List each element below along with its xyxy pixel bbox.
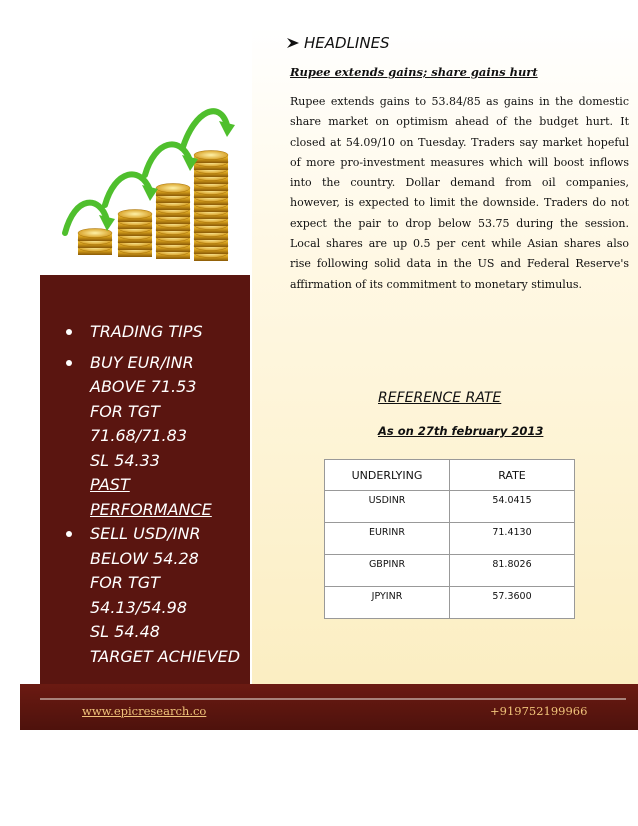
headlines-heading-text: HEADLINES — [304, 34, 390, 52]
cell-underlying: JPYINR — [325, 587, 450, 619]
cell-rate: 57.3600 — [450, 587, 575, 619]
past-performance-link[interactable]: PAST — [90, 475, 130, 494]
table-row — [325, 555, 575, 587]
reference-rate-date: As on 27th february 2013 — [378, 424, 544, 438]
tip-item-buy-eurinr: BUY EUR/INR ABOVE 71.53 FOR TGT 71.68/71.83 SL 54.33 PAST PERFORMANCE — [50, 351, 250, 523]
bullet-icon — [66, 360, 72, 366]
cell-underlying: EURINR — [325, 523, 450, 555]
table-row — [325, 587, 575, 619]
coin-face — [194, 151, 228, 160]
reference-rate-title: REFERENCE RATE — [378, 390, 502, 406]
cell-rate: 71.4130 — [450, 523, 575, 555]
bullet-icon — [66, 531, 72, 537]
past-performance-link-cont[interactable]: PERFORMANCE — [90, 499, 212, 519]
column-header-underlying: UNDERLYING — [325, 460, 450, 491]
footer-divider — [40, 698, 626, 700]
footer-bar — [20, 684, 638, 730]
trading-tips-list — [50, 320, 250, 669]
headline-title: Rupee extends gains; share gains hurt — [290, 65, 538, 79]
table-row — [325, 491, 575, 523]
coin-face — [118, 210, 152, 219]
bullet-icon — [66, 329, 72, 335]
cell-underlying: GBPINR — [325, 555, 450, 587]
table-row — [325, 523, 575, 555]
tip-item-trading-tips: TRADING TIPS — [50, 320, 250, 345]
reference-rate-table — [324, 459, 575, 619]
headline-article: Rupee extends gains to 53.84/85 as gains in the domestic share market on optimism ahead of the budget hurt. It closed at 54.09/10 on Tuesday. Traders say market hopeful of more pro-investment measures which will boost inflows into the country. Dollar demand from oil companies, however, is expected to limit the downside. Traders do not expect the pair to drop below 53.75 during the session. Local shares are up 0.5 per cent while Asian shares also rise following solid data in the US and Federal Reserve's affirmation of its commitment to monetary stimulus. — [290, 95, 629, 291]
table-header-row — [325, 460, 575, 491]
tip-item-sell-usdinr: SELL USD/INR BELOW 54.28 FOR TGT 54.13/54.98 SL 54.48 TARGET ACHIEVED — [50, 522, 250, 669]
coin-face — [156, 184, 190, 193]
website-link[interactable]: www.epicresearch.co — [82, 704, 207, 718]
cell-rate: 54.0415 — [450, 491, 575, 523]
coin-growth-illustration — [55, 55, 250, 270]
headlines-heading — [286, 34, 390, 52]
cell-underlying: USDINR — [325, 491, 450, 523]
column-header-rate: RATE — [450, 460, 575, 491]
cell-rate: 81.8026 — [450, 555, 575, 587]
arrow-bullet-icon — [286, 36, 300, 50]
phone-number: +919752199966 — [490, 704, 588, 718]
